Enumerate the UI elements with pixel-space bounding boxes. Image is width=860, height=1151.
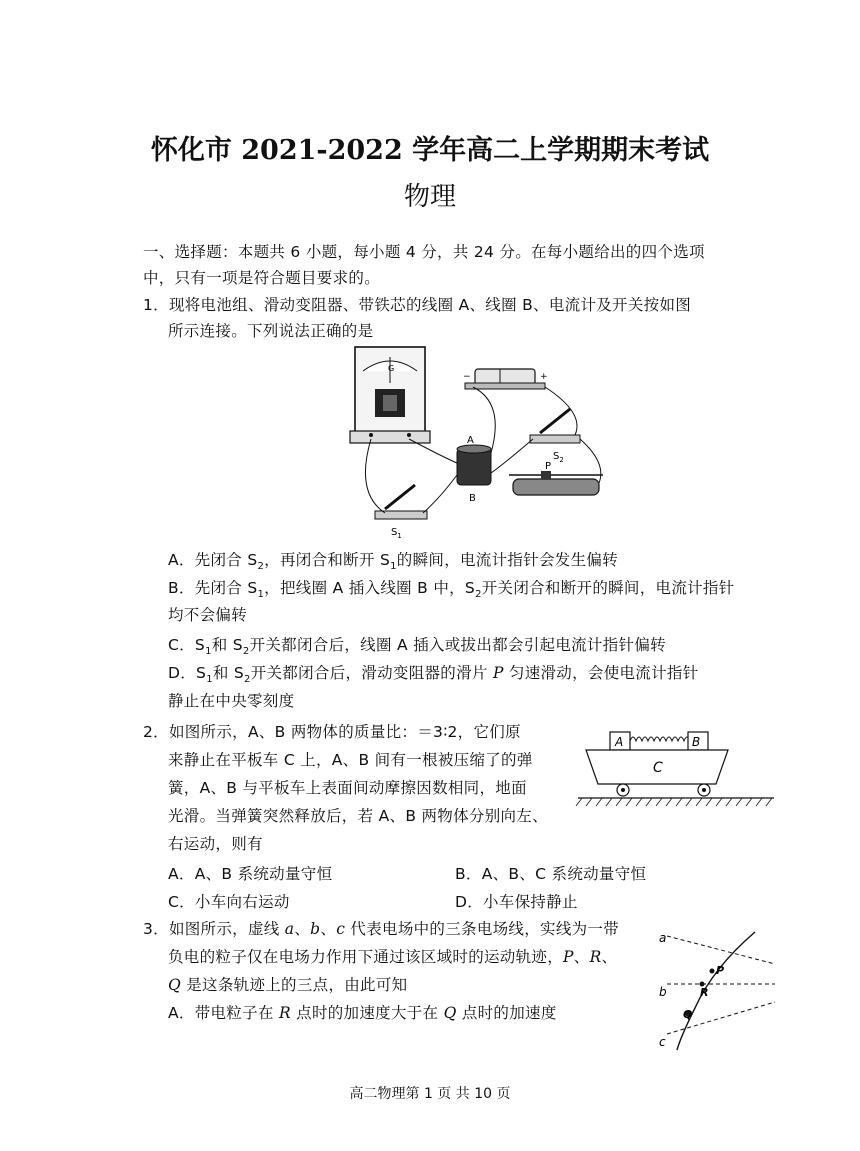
battery-plus-label: + xyxy=(540,372,548,382)
battery-minus-label: − xyxy=(463,372,471,382)
q2-stem-line-2: 来静止在平板车 C 上，A、B 间有一根被压缩了的弹 xyxy=(168,751,533,769)
coil-a-label: A xyxy=(467,435,474,446)
q2-option-c: C．小车向右运动 xyxy=(168,893,290,911)
q3-stem-line-1: 3．如图所示，虚线 a、b、c 代表电场中的三条电场线，实线为一带 xyxy=(143,920,620,938)
q2-cart-figure xyxy=(578,728,778,814)
q3-stem-line-3: Q 是这条轨迹上的三点，由此可知 xyxy=(168,976,408,994)
point-r-label: R xyxy=(700,986,709,999)
line-c-label: c xyxy=(659,1035,666,1049)
q1-option-d-cont: 静止在中央零刻度 xyxy=(168,692,295,710)
subject-title: 物理 xyxy=(403,182,456,212)
block-a-label: A xyxy=(615,735,624,749)
q1-option-b-cont: 均不会偏转 xyxy=(168,606,248,624)
q2-stem-line-1: 2．如图所示，A、B 两物体的质量比：＝3∶2，它们原 xyxy=(143,723,521,741)
section-intro-line-1: 一、选择题：本题共 6 小题，每小题 4 分，共 24 分。在每小题给出的四个选项 xyxy=(143,243,705,261)
section-intro-line-2: 中，只有一项是符合题目要求的。 xyxy=(143,269,381,287)
cart-c-label: C xyxy=(653,760,663,776)
q1-stem-line-1: 1．现将电池组、滑动变阻器、带铁芯的线圈 A、线圈 B、电流计及开关按如图 xyxy=(143,296,692,314)
switch-s1-label: $S_1$ xyxy=(391,527,402,540)
q1-option-c: C．$S_1$和 $S_2$开关都闭合后，线圈 A 插入或拔出都会引起电流计指针偏转 xyxy=(168,636,666,658)
q3-option-a: A．带电粒子在 R 点时的加速度大于在 Q 点时的加速度 xyxy=(168,1004,557,1022)
q1-option-d: D．$S_1$和 $S_2$开关都闭合后，滑动变阻器的滑片 P 匀速滑动，会使电流计指针 xyxy=(168,664,699,686)
slider-p-label: P xyxy=(545,461,552,472)
switch-s2-label: $S_2$ xyxy=(553,451,564,464)
q1-option-b: B．先闭合 $S_1$，把线圈 A 插入线圈 B 中，$S_2$开关闭合和断开的瞬间，电流计指针 xyxy=(168,579,735,601)
exam-title: 怀化市 2021-2022 学年高二上学期期末考试 xyxy=(150,135,710,166)
point-q-label: Q xyxy=(683,1008,693,1021)
q1-stem-line-2: 所示连接。下列说法正确的是 xyxy=(168,322,374,340)
q2-stem-line-5: 右运动，则有 xyxy=(168,835,263,853)
q3-stem-line-2: 负电的粒子仅在电场力作用下通过该区域时的运动轨迹，P、R、 xyxy=(168,948,618,966)
block-b-label: B xyxy=(692,735,701,749)
q3-field-figure xyxy=(655,928,780,1053)
line-a-label: a xyxy=(659,931,667,945)
q2-stem-line-3: 簧，A、B 与平板车上表面间动摩擦因数相同，地面 xyxy=(168,779,527,797)
coil-b-label: B xyxy=(469,493,476,504)
q2-option-b: B．A、B、C 系统动量守恒 xyxy=(455,865,647,883)
galvanometer-g-label: G xyxy=(388,364,395,373)
line-b-label: b xyxy=(659,985,667,999)
q2-option-d: D．小车保持静止 xyxy=(455,893,578,911)
page-footer: 高二物理第 1 页 共 10 页 xyxy=(349,1086,511,1102)
q1-circuit-figure xyxy=(345,343,605,543)
q2-option-a: A．A、B 系统动量守恒 xyxy=(168,865,333,883)
point-p-label: P xyxy=(716,964,725,977)
q1-option-a: A．先闭合 $S_2$，再闭合和断开 $S_1$的瞬间，电流计指针会发生偏转 xyxy=(168,551,618,573)
q2-stem-line-4: 光滑。当弹簧突然释放后，若 A、B 两物体分别向左、 xyxy=(168,807,548,825)
